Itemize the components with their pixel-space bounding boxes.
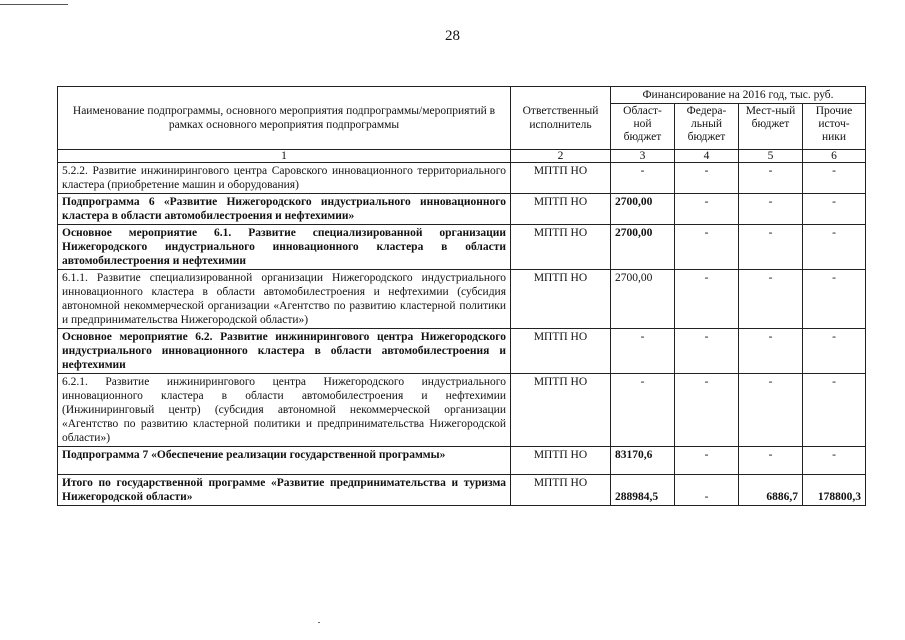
header-executor-col: Ответственный исполнитель xyxy=(511,87,611,150)
header-row-1 xyxy=(58,87,866,104)
row-regional: - xyxy=(611,163,675,194)
row-regional: 288984,5 xyxy=(611,475,675,506)
header-financing-title: Финансирование на 2016 год, тыс. руб. xyxy=(611,87,866,104)
row-federal: - xyxy=(675,329,739,374)
row-executor: МПТП НО xyxy=(511,329,611,374)
row-name: Основное мероприятие 6.2. Развитие инжинирингового центра Нижегородского индустриального инновационного кластера в области автомобилестроения и нефтехимии xyxy=(58,329,511,374)
row-local: - xyxy=(739,447,803,475)
header-regional-budget: Област-ной бюджет xyxy=(611,104,675,150)
row-federal: - xyxy=(675,163,739,194)
table-row xyxy=(58,194,866,225)
row-executor: МПТП НО xyxy=(511,270,611,329)
row-local: 6886,7 xyxy=(739,475,803,506)
col-number: 1 xyxy=(58,150,511,163)
table-row-total xyxy=(58,475,866,506)
table-row xyxy=(58,163,866,194)
table-row xyxy=(58,270,866,329)
header-federal-budget: Федера-льный бюджет xyxy=(675,104,739,150)
row-other: - xyxy=(803,329,866,374)
row-local: - xyxy=(739,163,803,194)
row-federal: - xyxy=(675,194,739,225)
row-local: - xyxy=(739,225,803,270)
table-row xyxy=(58,329,866,374)
financing-table xyxy=(57,86,866,506)
row-other: - xyxy=(803,270,866,329)
row-regional: 2700,00 xyxy=(611,194,675,225)
row-other: - xyxy=(803,447,866,475)
row-federal: - xyxy=(675,225,739,270)
row-federal: - xyxy=(675,270,739,329)
row-regional: 83170,6 xyxy=(611,447,675,475)
row-regional: - xyxy=(611,374,675,447)
row-executor: МПТП НО xyxy=(511,447,611,475)
row-federal: - xyxy=(675,374,739,447)
row-name: 6.1.1. Развитие специализированной организации Нижегородского индустриального инновационного кластера в области автомобилестроения и нефтехимии (субсидия автономной некоммерческой организации «Агентство по развитию кластерной политики и предпринимательства Нижегородской области») xyxy=(58,270,511,329)
col-number: 5 xyxy=(739,150,803,163)
row-regional: - xyxy=(611,329,675,374)
row-local: - xyxy=(739,194,803,225)
row-executor: МПТП НО xyxy=(511,475,611,506)
row-regional: 2700,00 xyxy=(611,270,675,329)
row-local: - xyxy=(739,329,803,374)
row-local: - xyxy=(739,374,803,447)
row-executor: МПТП НО xyxy=(511,374,611,447)
scan-speck xyxy=(318,622,320,623)
row-other: - xyxy=(803,163,866,194)
row-other: - xyxy=(803,374,866,447)
row-other: - xyxy=(803,225,866,270)
table-row xyxy=(58,447,866,475)
row-name: Итого по государственной программе «Развитие предпринимательства и туризма Нижегородской области» xyxy=(58,475,511,506)
row-regional: 2700,00 xyxy=(611,225,675,270)
row-executor: МПТП НО xyxy=(511,225,611,270)
row-federal: - xyxy=(675,475,739,506)
row-name: Основное мероприятие 6.1. Развитие специализированной организации Нижегородского индустриального инновационного кластера в области автомобилестроения и нефтехимии xyxy=(58,225,511,270)
row-other: - xyxy=(803,194,866,225)
col-number: 6 xyxy=(803,150,866,163)
row-federal: - xyxy=(675,447,739,475)
col-number: 3 xyxy=(611,150,675,163)
col-number: 4 xyxy=(675,150,739,163)
row-name: Подпрограмма 6 «Развитие Нижегородского индустриального инновационного кластера в области автомобилестроения и нефтехимии» xyxy=(58,194,511,225)
header-name-col: Наименование подпрограммы, основного мероприятия подпрограммы/мероприятий в рамках основного мероприятия подпрограммы xyxy=(58,87,511,150)
row-other: 178800,3 xyxy=(803,475,866,506)
column-numbers-row xyxy=(58,150,866,163)
table-row xyxy=(58,374,866,447)
row-executor: МПТП НО xyxy=(511,163,611,194)
page-number: 28 xyxy=(445,28,460,44)
col-number: 2 xyxy=(511,150,611,163)
top-rule xyxy=(0,4,68,5)
row-executor: МПТП НО xyxy=(511,194,611,225)
header-other-sources: Прочие источ-ники xyxy=(803,104,866,150)
row-local: - xyxy=(739,270,803,329)
header-local-budget: Мест-ный бюджет xyxy=(739,104,803,150)
row-name: Подпрограмма 7 «Обеспечение реализации государственной программы» xyxy=(58,447,511,475)
table-row xyxy=(58,225,866,270)
row-name: 5.2.2. Развитие инжинирингового центра Саровского инновационного территориального кластера (приобретение машин и оборудования) xyxy=(58,163,511,194)
row-name: 6.2.1. Развитие инжинирингового центра Нижегородского индустриального инновационного кластера в области автомобилестроения и нефтехимии (Инжиниринговый центр) (субсидия автономной некоммерческой организации «Агентство по развитию кластерной политики и предпринимательства Нижегородской области») xyxy=(58,374,511,447)
